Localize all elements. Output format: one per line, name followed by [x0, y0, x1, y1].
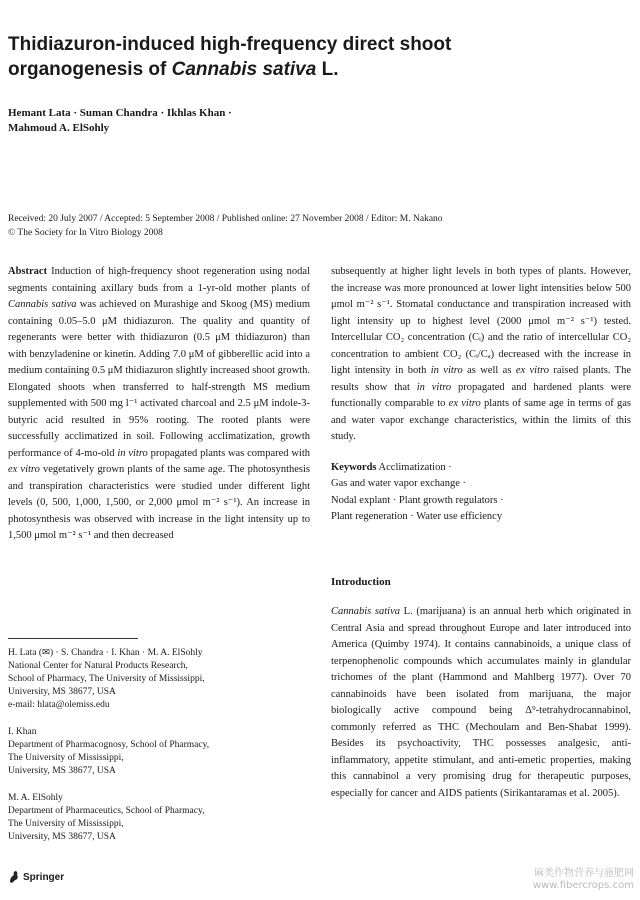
abstract-text-1: Induction of high-frequency shoot regeneration using nodal segments containing axillary buds from a 1-yr-old mother plants of — [8, 266, 310, 294]
title-suffix: L. — [316, 59, 339, 80]
introduction-heading: Introduction — [331, 575, 391, 588]
affiliation-line: National Center for Natural Products Research, — [8, 661, 188, 671]
keyword: Plant regeneration · Water use efficiency — [331, 511, 503, 522]
authors-line-1: Hemant Lata · Suman Chandra · Ikhlas Khan · — [8, 107, 232, 119]
affiliation-block — [8, 647, 310, 712]
abstract-text-4: vegetatively grown plants of the same age. The photosynthesis and transpiration characteristics were studied under different light levels (0, 500, 1,000, 1,500, or 2,000 μmol m⁻² s⁻¹). An increase in photosynthesis was observed with increase in the light intensity up to 1,500 μmol m⁻² s⁻¹ and then decreased — [8, 464, 310, 541]
keywords-line-1 — [331, 460, 631, 477]
affiliation-line: The University of Mississippi, — [8, 819, 124, 829]
abstract-text-7: raised plants. The results show that — [331, 365, 631, 393]
introduction-paragraph — [331, 604, 631, 802]
left-column — [8, 264, 310, 545]
abstract-italic-4: in vitro — [430, 365, 463, 376]
abstract-italic-1: Cannabis sativa — [8, 299, 77, 310]
abstract-text-5: subsequently at higher light levels in both types of plants. However, the increase was more pronounced at lower light intensities below 500 μmol m⁻² s⁻¹. Stomatal conductance and transpiration increased with light intensity up to highest level (2000 μmol m⁻² s⁻¹) tested. Intercellular CO₂ concentration (Cᵢ) and the ratio of intercellular CO₂ concentration to ambient CO₂ (Cᵢ/Cₐ) decreased with the increase in light intensity in both — [331, 266, 631, 376]
affiliation-line: School of Pharmacy, The University of Mississippi, — [8, 674, 205, 684]
abstract-continued — [331, 264, 631, 446]
paper-title — [8, 32, 608, 82]
abstract-paragraph — [8, 264, 310, 545]
footnote-divider — [8, 638, 138, 639]
abstract-italic-5: ex vitro — [515, 365, 549, 376]
copyright-notice: © The Society for In Vitro Biology 2008 — [8, 228, 163, 238]
title-species: Cannabis sativa — [171, 59, 317, 80]
affiliation-line: Department of Pharmacognosy, School of Pharmacy, — [8, 740, 210, 750]
affiliation-block — [8, 792, 310, 844]
abstract-italic-7: ex vitro — [448, 398, 481, 409]
authors-line-2: Mahmoud A. ElSohly — [8, 122, 110, 134]
affiliation-line: M. A. ElSohly — [8, 793, 63, 803]
intro-text: L. (marijuana) is an annual herb which originated in Central Asia and spread throughout Europe and later introduced into America (Quimby 1974). It contains cannabinoids, a unique class of terpenophenolic compounds which accumulates mainly in glandular trichomes of the plant (Hammond and Mahlberg 1977). Over 70 cannabinoids have been isolated from marijuana, the major biologically active compound being Δ⁹-tetrahydrocannabinol, commonly referred as THC (Mechoulam and Ben-Shabat 1999). Besides its psychoactivity, THC possesses analgesic, anti-inflammatory, appetite stimulant, and anti-emetic properties, making this cannabinol a very promising drug for therapeutic purposes, especially for cancer and AIDS patients (Sirikantaramas et al. 2005). — [331, 606, 632, 799]
title-line-2: organogenesis of — [8, 59, 172, 80]
keyword: Gas and water vapor exchange · — [331, 478, 466, 489]
email-link[interactable]: e-mail: hlata@olemiss.edu — [8, 700, 110, 710]
publication-meta — [8, 212, 628, 240]
affiliation-block — [8, 726, 310, 778]
abstract-text-3: propagated plants was compared with — [147, 447, 311, 459]
affiliation-line: Department of Pharmaceutics, School of Pharmacy, — [8, 806, 205, 816]
title-line-1: Thidiazuron-induced high-frequency direct shoot — [8, 34, 452, 55]
site-watermark — [533, 868, 634, 892]
springer-horse-icon — [8, 870, 20, 884]
affiliation-line: University, MS 38677, USA — [8, 766, 116, 776]
affiliation-line: The University of Mississippi, — [8, 753, 124, 763]
keyword: Nodal explant · Plant growth regulators · — [331, 494, 504, 506]
abstract-text-8: propagated and hardened plants were functionally comparable to — [331, 381, 632, 409]
intro-species: Cannabis sativa — [331, 606, 401, 617]
publisher-name: Springer — [23, 871, 65, 883]
author-list — [8, 106, 608, 136]
right-column — [331, 264, 631, 802]
affiliation-line: University, MS 38677, USA — [8, 832, 116, 842]
keywords-block — [331, 460, 631, 526]
abstract-italic-6: in vitro — [416, 381, 452, 393]
publisher-mark — [8, 870, 64, 884]
publication-dates: Received: 20 July 2007 / Accepted: 5 September 2008 / Published online: 27 November 2008 / Editor: M. Nakano — [8, 214, 443, 224]
watermark-line-1: 麻类作物营养与施肥网 — [534, 868, 634, 879]
watermark-line-2: www.fibercrops.com — [532, 880, 634, 891]
abstract-text-6: as well as — [462, 365, 516, 376]
affiliation-line: I. Khan — [8, 727, 37, 737]
abstract-text-9: plants of same age in terms of gas and water vapor exchange characteristics, within the limits of this study. — [331, 398, 631, 442]
abstract-italic-2: in vitro — [117, 447, 148, 459]
affiliation-line: University, MS 38677, USA — [8, 687, 116, 697]
keyword: Acclimatization · — [376, 461, 452, 473]
abstract-heading: Abstract — [8, 266, 48, 277]
abstract-text-2: was achieved on Murashige and Skoog (MS) medium containing 0.05–5.0 μM thidiazuron. The quality and quantity of regenerants were better with thidiazuron (0.5 μM thidiazuron) than with benzyladenine or kinetin. Adding 7.0 μM of gibberellic acid into a medium containing 0.5 μM thidiazuron slightly increased shoot growth. Elongated shoots when transferred to half-strength MS medium supplemented with 500 mg l⁻¹ activated charcoal and 2.5 μM indole-3-butyric acid resulted in 95% rooting. The rooted plants were successfully acclimatized in soil. Following acclimatization, growth performance of 4-mo-old — [8, 299, 310, 459]
affiliation-line: H. Lata (✉) · S. Chandra · I. Khan · M. A. ElSohly — [8, 648, 203, 658]
keywords-heading: Keywords — [331, 461, 377, 473]
abstract-italic-3: ex vitro — [8, 464, 40, 475]
